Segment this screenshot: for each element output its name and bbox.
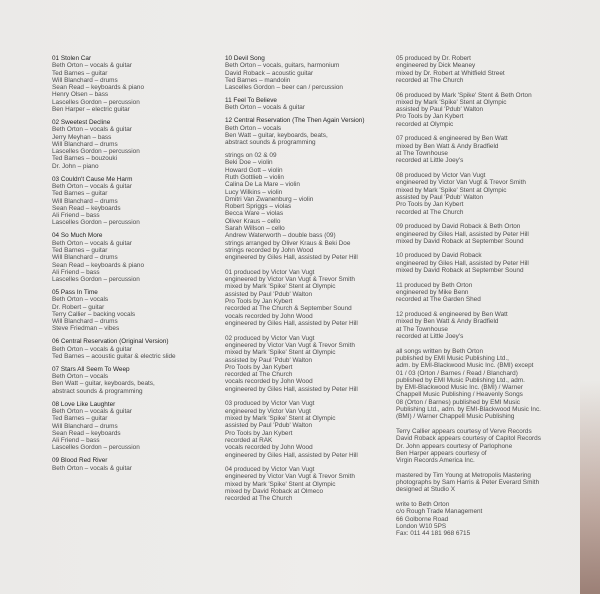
publishing-line: adm. by EMI-Blackwood Music Inc. (BMI) except [396, 362, 534, 370]
strings-credit: Howard Gott – violin [225, 166, 283, 174]
credit-line: Ted Barnes – bouzouki [52, 155, 118, 163]
contact-block [396, 501, 566, 537]
track-block [52, 232, 217, 283]
production-line: engineered by Giles Hall, assisted by Peter Hill [396, 230, 529, 238]
production-line: 11 produced by Beth Orton [396, 281, 473, 289]
appearances-line: Dr. John appears courtesy of Parlophone [396, 442, 513, 450]
strings-credit: Oliver Kraus – cello [225, 217, 281, 225]
appearances-line: Terry Callier appears courtesy of Verve Records [396, 427, 532, 435]
strings-credit: Sarah Willson – cello [225, 225, 285, 233]
appearances-line: David Roback appears courtesy of Capitol Records [396, 435, 541, 443]
credit-line: Beth Orton – vocals & guitar [52, 126, 132, 134]
credit-line: Will Blanchard – drums [52, 254, 118, 262]
track-block [52, 176, 217, 227]
production-line: at The Townhouse [396, 150, 448, 158]
production-line: Pro Tools by Jan Kybert [225, 429, 293, 437]
production-credit-block [396, 311, 566, 340]
production-line: 06 produced by Mark 'Spike' Stent & Beth Orton [396, 91, 532, 99]
production-credit-block [225, 335, 390, 393]
appearances-line: Virgin Records America Inc. [396, 457, 475, 465]
production-line: Pro Tools by Jan Kybert [396, 113, 464, 121]
credit-line: Beth Orton – vocals & guitar [52, 182, 132, 190]
production-line: mixed by Mark 'Spike' Stent at Olympic [225, 415, 336, 423]
track-block [225, 97, 390, 112]
strings-credit: Robert Spriggs – violas [225, 203, 292, 211]
strings-credit: Calina De La Mare – violin [225, 181, 300, 189]
production-line: vocals recorded by John Wood [225, 312, 313, 320]
production-line: recorded at The Church [225, 495, 293, 503]
production-line: 02 produced by Victor Van Vugt [225, 334, 315, 342]
production-credit-block [396, 252, 566, 274]
production-line: recorded at The Church [396, 208, 464, 216]
publishing-line: 08 (Orton / Barnes) published by EMI Music [396, 398, 520, 406]
publishing-line: 01 / 03 (Orton / Barnes / Read / Blanchard) [396, 369, 518, 377]
credit-line: Ted Barnes – guitar [52, 69, 108, 77]
production-line: recorded at The Garden Shed [396, 296, 481, 304]
credit-line: Beth Orton – vocals & guitar [52, 407, 132, 415]
credit-line: Lascelles Gordon – beer can / percussion [225, 84, 343, 92]
track-block [52, 366, 217, 395]
production-credits-column [396, 55, 566, 545]
track-block [52, 401, 217, 452]
strings-credit: Dmitri Van Zwanenburg – violin [225, 195, 314, 203]
production-line: engineered by Victor Van Vugt [225, 407, 311, 415]
publishing-line: (BMI) / Warner Chappell Music Publishing [396, 413, 515, 421]
credit-line: Will Blanchard – drums [52, 422, 118, 430]
production-line: recorded at The Church & September Sound [225, 305, 352, 313]
production-line: mixed by Mark 'Spike' Stent at Olympic [396, 98, 507, 106]
credit-line: Beth Orton – vocals & guitar [225, 104, 305, 112]
production-line: 09 produced by David Roback & Beth Orton [396, 223, 521, 231]
production-line: assisted by Paul 'Pdub' Walton [396, 106, 484, 114]
track-title: 05 Pass In Time [52, 288, 98, 296]
credit-line: Beth Orton – vocals [52, 373, 109, 381]
credit-line: Ted Barnes – mandolin [225, 76, 291, 84]
production-line: mixed by Mark 'Spike' Stent at Olympic [225, 480, 336, 488]
production-line: mixed by David Roback at September Sound [396, 267, 524, 275]
production-line: 03 produced by Victor Van Vugt [225, 400, 315, 408]
credit-line: Beth Orton – vocals, guitars, harmonium [225, 62, 340, 70]
credit-line: Beth Orton – vocals [225, 124, 282, 132]
production-line: 05 produced by Dr. Robert [396, 55, 471, 62]
credit-line: Jerry Meyhan – bass [52, 133, 112, 141]
credit-line: Ben Watt – guitar, keyboards, beats, [225, 131, 328, 139]
production-line: engineered by Giles Hall, assisted by Peter Hill [225, 319, 358, 327]
production-credit-block [396, 92, 566, 128]
production-line: Pro Tools by Jan Kybert [225, 298, 293, 306]
track-title: 10 Devil Song [225, 55, 265, 62]
tracklist-column-1 [52, 55, 217, 477]
production-line: mixed by David Roback at Olmeco [225, 488, 324, 496]
track-title: 04 So Much More [52, 232, 103, 240]
contact-line: Fax: 011 44 181 968 6715 [396, 530, 471, 538]
publishing-block [396, 348, 566, 421]
track-block [225, 117, 390, 146]
production-line: mixed by David Roback at September Sound [396, 237, 524, 245]
track-title: 11 Feel To Believe [225, 97, 277, 105]
production-credit-block [225, 269, 390, 327]
publishing-line: published by EMI Music Publishing Ltd., [396, 354, 509, 362]
production-line: mixed by Ben Watt & Andy Bradfield [396, 142, 499, 150]
strings-credit: Beki Doe – violin [225, 159, 273, 167]
production-credit-block [396, 223, 566, 245]
strings-credit: Becca Ware – violas [225, 210, 284, 218]
credit-line: Ted Barnes – acoustic guitar & electric slide [52, 352, 176, 360]
track-block [225, 55, 390, 91]
production-line: 01 produced by Victor Van Vugt [225, 268, 315, 276]
production-line: engineered by Victor Van Vugt & Trevor Smith [396, 179, 526, 187]
credit-line: Lascelles Gordon – percussion [52, 148, 140, 156]
production-line: Pro Tools by Jan Kybert [396, 201, 464, 209]
production-line: recorded at The Church [396, 76, 464, 84]
production-line: 12 produced & engineered by Ben Watt [396, 311, 508, 319]
production-line: assisted by Paul 'Pdub' Walton [225, 422, 313, 430]
production-line: vocals recorded by John Wood [225, 444, 313, 452]
publishing-line: all songs written by Beth Orton [396, 347, 484, 355]
mastering-line: mastered by Tim Young at Metropolis Mastering [396, 471, 531, 479]
production-credit-block [396, 282, 566, 304]
credit-line: Beth Orton – vocals [52, 296, 109, 304]
publishing-line: Chappell Music Publishing / Heavenly Songs [396, 391, 523, 399]
production-line: recorded at RAK [225, 436, 273, 444]
credit-line: Terry Callier – backing vocals [52, 310, 136, 318]
publishing-line: published by EMI Music Publishing Ltd., adm. [396, 376, 525, 384]
credit-line: Ben Watt – guitar, keyboards, beats, [52, 380, 155, 388]
mastering-line: designed at Studio X [396, 486, 455, 494]
credit-line: Lascelles Gordon – percussion [52, 219, 140, 227]
mastering-line: photographs by Sam Harris & Peter Everard Smith [396, 479, 540, 487]
credit-line: Ben Harper – electric guitar [52, 106, 130, 114]
mastering-block [396, 472, 566, 494]
contact-line: write to Beth Orton [396, 501, 450, 509]
publishing-line: by EMI-Blackwood Music Inc. (BMI) / Warner [396, 384, 523, 392]
credit-line: Ted Barnes – guitar [52, 415, 108, 423]
publishing-line: Publishing Ltd., adm. by EMI-Blackwood Music Inc. [396, 406, 541, 413]
production-credit-block [225, 400, 390, 458]
credit-line: Lascelles Gordon – percussion [52, 444, 140, 452]
credit-line: Henry Olsen – bass [52, 91, 109, 99]
credit-line: Beth Orton – vocals & guitar [52, 62, 132, 70]
production-line: engineered by Mike Benn [396, 289, 469, 297]
strings-credit: engineered by Giles Hall, assisted by Peter Hill [225, 254, 358, 262]
track-title: 06 Central Reservation (Original Version) [52, 338, 169, 346]
production-line: 04 produced by Victor Van Vugt [225, 466, 315, 474]
contact-line: c/o Rough Trade Management [396, 508, 483, 516]
strings-block [225, 152, 390, 261]
strings-credit: Ruth Gottlieb – violin [225, 173, 284, 181]
credit-line: Will Blanchard – drums [52, 76, 118, 84]
track-title: 03 Couldn't Cause Me Harm [52, 175, 133, 183]
production-line: recorded at Little Joey's [396, 332, 464, 340]
credit-line: David Roback – acoustic guitar [225, 69, 314, 77]
credit-line: Ali Friend – bass [52, 437, 100, 445]
credit-line: abstract sounds & programming [225, 139, 316, 147]
production-line: engineered by Giles Hall, assisted by Peter Hill [225, 385, 358, 393]
production-line: engineered by Victor Van Vugt & Trevor Smith [225, 473, 355, 481]
credit-line: Lascelles Gordon – percussion [52, 98, 140, 106]
credit-line: abstract sounds & programming [52, 387, 143, 395]
strings-credit: Lucy Wilkins – violin [225, 188, 283, 196]
track-title: 07 Stars All Seem To Weep [52, 365, 130, 373]
credit-line: Ali Friend – bass [52, 212, 100, 220]
production-line: 07 produced & engineered by Ben Watt [396, 135, 508, 143]
production-credit-block [396, 135, 566, 164]
tracklist-column-2 [225, 55, 390, 510]
production-line: assisted by Paul 'Pdub' Walton [225, 356, 313, 364]
track-title: 02 Sweetest Decline [52, 118, 111, 126]
production-credit-block [396, 172, 566, 216]
credit-line: Steve Friedman – vibes [52, 325, 120, 333]
credit-line: Will Blanchard – drums [52, 140, 118, 148]
production-line: mixed by Mark 'Spike' Stent at Olympic [396, 186, 507, 194]
credit-line: Beth Orton – vocals & guitar [52, 464, 132, 472]
credit-line: Will Blanchard – drums [52, 318, 118, 326]
production-line: assisted by Paul 'Pdub' Walton [225, 290, 313, 298]
production-line: 08 produced by Victor Van Vugt [396, 172, 486, 180]
production-line: mixed by Mark 'Spike' Stent at Olympic [225, 283, 336, 291]
track-title: 01 Stolen Car [52, 55, 92, 62]
credit-line: Will Blanchard – drums [52, 197, 118, 205]
track-block [52, 55, 217, 113]
production-line: recorded at The Church [225, 371, 293, 379]
strings-credit: Andrew Waterworth – double bass (09) [225, 232, 336, 240]
production-line: mixed by Ben Watt & Andy Bradfield [396, 318, 499, 326]
credit-line: Ali Friend – bass [52, 268, 100, 276]
track-title: 08 Love Like Laughter [52, 400, 116, 408]
track-title: 09 Blood Red River [52, 457, 108, 465]
production-line: engineered by Giles Hall, assisted by Peter Hill [396, 259, 529, 267]
credit-line: Sean Read – keyboards [52, 204, 121, 212]
credit-line: Beth Orton – vocals & guitar [52, 345, 132, 353]
production-line: mixed by Dr. Robert at Whitfield Street [396, 69, 505, 77]
production-line: engineered by Victor Van Vugt & Trevor Smith [225, 341, 355, 349]
track-block [52, 119, 217, 170]
credit-line: Ted Barnes – guitar [52, 190, 108, 198]
production-line: engineered by Dick Meaney [396, 62, 476, 70]
strings-credit: strings recorded by John Wood [225, 246, 314, 254]
production-line: at The Townhouse [396, 325, 448, 333]
production-line: assisted by Paul 'Pdub' Walton [396, 193, 484, 201]
production-credit-block [225, 466, 390, 502]
appearances-block [396, 428, 566, 464]
strings-credit: strings arranged by Oliver Kraus & Beki Doe [225, 239, 351, 247]
track-block [52, 338, 217, 360]
track-block [52, 289, 217, 333]
credit-line: Dr. John – piano [52, 162, 99, 170]
credit-line: Sean Read – keyboards & piano [52, 261, 145, 269]
production-line: engineered by Giles Hall, assisted by Peter Hill [225, 451, 358, 459]
production-line: vocals recorded by John Wood [225, 378, 313, 386]
credit-line: Lascelles Gordon – percussion [52, 276, 140, 284]
production-line: 10 produced by David Roback [396, 252, 482, 260]
credit-line: Sean Read – keyboards [52, 429, 121, 437]
credit-line: Ted Barnes – guitar [52, 246, 108, 254]
production-line: engineered by Victor Van Vugt & Trevor Smith [225, 276, 355, 284]
appearances-line: Ben Harper appears courtesy of [396, 449, 487, 457]
production-line: mixed by Mark 'Spike' Stent at Olympic [225, 349, 336, 357]
track-block [52, 457, 217, 472]
contact-line: London W10 5PS [396, 523, 447, 531]
contact-line: 66 Golborne Road [396, 515, 449, 523]
credit-line: Beth Orton – vocals & guitar [52, 239, 132, 247]
production-line: recorded at Little Joey's [396, 157, 464, 165]
production-credit-block [396, 55, 566, 84]
track-title: 12 Central Reservation (The Then Again Version) [225, 117, 365, 125]
credit-line: Sean Read – keyboards & piano [52, 84, 145, 92]
strings-heading: strings on 02 & 09 [225, 152, 277, 160]
credit-line: Dr. Robert – guitar [52, 303, 105, 311]
production-line: Pro Tools by Jan Kybert [225, 363, 293, 371]
page-edge-shadow [580, 380, 600, 594]
production-line: recorded at Olympic [396, 120, 454, 128]
